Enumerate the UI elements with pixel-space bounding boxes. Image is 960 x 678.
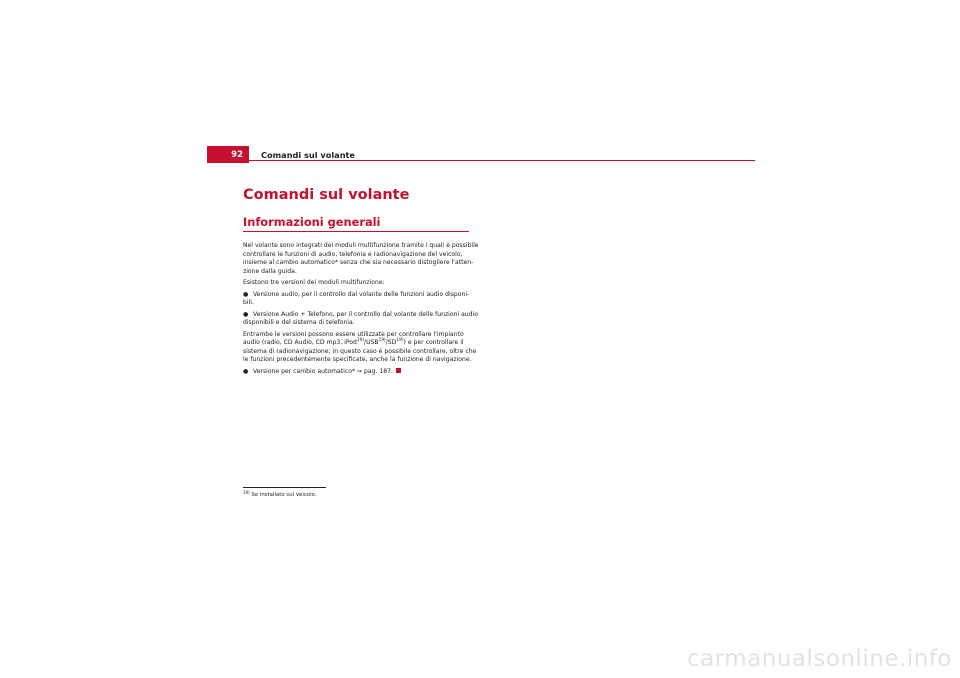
text-line: disponibili e del sistema di telefonia. — [243, 319, 355, 326]
running-head: Comandi sul volante — [261, 150, 355, 160]
end-of-section-icon — [396, 368, 401, 373]
footnote-text: Se installato sul veicolo. — [251, 492, 317, 498]
text-line: Versione Audio + Telefono, per il controllo dal volante delle funzioni audio — [253, 310, 478, 318]
watermark: carmanualsonline.info — [686, 646, 952, 672]
footnote-ref[interactable]: 19) — [378, 338, 386, 343]
text-line: Esistono tre versioni dei moduli multifunzione: — [243, 279, 385, 286]
bullet-item — [243, 368, 483, 377]
text-line: controllare le funzioni di audio, telefonia e radionavigazione del veicolo, — [243, 250, 463, 258]
section-rule — [243, 231, 469, 232]
page-reference-link[interactable]: Versione per cambio automatico* ⇒ pag. 187. — [253, 367, 393, 375]
footnote-ref[interactable]: 19) — [356, 338, 365, 343]
text-line: Versione audio, per il controllo dal volante delle funzioni audio disponi- — [253, 290, 470, 298]
page-number: 92 — [207, 146, 249, 163]
footnote-rule — [243, 487, 326, 488]
bullet-item — [243, 291, 483, 308]
text-line: Nel volante sono integrati dei moduli multifunzione tramite i quali è possibile — [243, 242, 479, 249]
bullet-icon: ● — [243, 367, 249, 375]
bullet-item — [243, 311, 483, 328]
text-line: insieme al cambio automatico* senza che sia necessario distogliere l'atten- — [243, 259, 474, 266]
footnote-marker: 19) — [243, 490, 250, 495]
header-rule — [249, 160, 755, 161]
intro-paragraph — [243, 242, 483, 276]
bullet-icon: ● — [243, 290, 249, 298]
text-line: zione dalla guida. — [243, 267, 297, 275]
body-text — [243, 242, 483, 379]
text-line: bili. — [243, 299, 254, 306]
versions-intro — [243, 279, 483, 288]
text-line: sistema di radionavigazione; in questo caso è possibile controllare, oltre che — [243, 347, 477, 355]
chapter-title: Comandi sul volante — [243, 187, 410, 203]
text-line: le funzioni precedentemente specificate, anche la funzione di navigazione. — [243, 356, 472, 363]
footnote — [243, 492, 317, 498]
text-line: Entrambe le versioni possono essere utilizzate per controllare l'impianto — [243, 330, 464, 338]
section-title: Informazioni generali — [243, 215, 381, 229]
bullet-icon: ● — [243, 310, 249, 318]
text-line: audio (radio, CD Audio, CD mp3, iPod$^{19)}$/USB$^{19)}$/SD$^{19)}$) e per controllare il — [243, 338, 464, 346]
footnote-ref[interactable]: 19) — [396, 338, 404, 343]
usage-paragraph — [243, 331, 483, 365]
